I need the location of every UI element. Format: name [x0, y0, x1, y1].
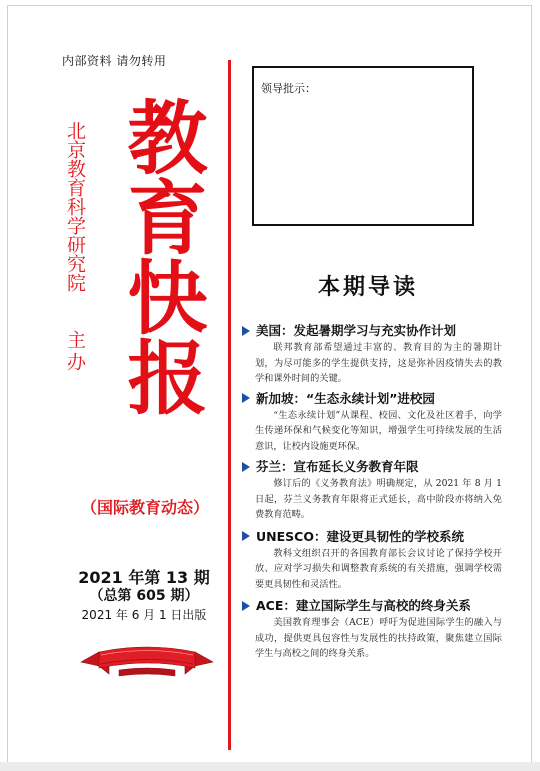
issue-total-number: （总第 605 期） — [89, 588, 199, 604]
column-name: （国际教育动态） — [80, 498, 209, 517]
leader-comment-box — [252, 66, 474, 226]
digest-item-summary: 美国教育理事会（ACE）呼吁为促进国际学生的融入与成功，提供更具包容性与发展性的扶持政策，聚焦建立国际学生与高校之间的终身关系。 — [255, 617, 502, 659]
issue-number: 2021 年第 13 期 — [78, 568, 210, 587]
triangle-bullet-icon — [242, 462, 250, 472]
journal-title: 教育快报 — [114, 96, 207, 416]
triangle-bullet-icon — [242, 393, 250, 403]
digest-item-summary: “生态永续计划”从课程、校园、文化及社区着手，向学生传递环保和气候变化等知识，增强学生可持续发展的生活意识，让校内设施更环保。 — [255, 409, 502, 452]
triangle-bullet-icon — [242, 601, 250, 611]
digest-item-summary: 修订后的《义务教育法》明确规定，从 2021 年 8 月 1 日起，芬兰义务教育年限将正式延长，高中阶段亦将纳入免费教育范畴。 — [255, 478, 502, 520]
ribbon-banner-decoration — [79, 640, 215, 684]
digest-item-heading: ACE：建立国际学生与高校的终身关系 — [256, 598, 471, 613]
digest-item-summary: 教科文组织召开的各国教育部长会议讨论了保持学校开放、应对学习损失和调整教育系统的有关措施，强调学校需要更具韧性和灵活性。 — [255, 547, 502, 590]
digest-title: 本期导读 — [317, 274, 418, 300]
digest-item — [242, 528, 504, 593]
digest-item — [242, 390, 504, 455]
digest-list — [242, 322, 504, 662]
digest-item — [242, 322, 504, 387]
bottom-strip — [0, 762, 540, 771]
issue-date: 2021 年 6 月 1 日出版 — [81, 608, 207, 622]
confidential-label: 内部资料 请勿转用 — [62, 54, 167, 68]
vertical-divider — [228, 60, 231, 750]
digest-item-heading: UNESCO：建设更具韧性的学校系统 — [256, 528, 464, 544]
publisher-name: 北京教育科学研究院 — [64, 121, 86, 292]
digest-item-heading: 新加坡：“生态永续计划”进校园 — [256, 390, 435, 406]
issue-info — [70, 569, 218, 623]
leader-comment-label: 领导批示： — [261, 82, 316, 95]
triangle-bullet-icon — [242, 326, 250, 336]
digest-item — [242, 458, 504, 523]
digest-item — [242, 597, 504, 662]
publisher-host-label: 主办 — [64, 330, 86, 374]
digest-item-heading: 美国：发起暑期学习与充实协作计划 — [256, 323, 457, 338]
digest-item-heading: 芬兰：宣布延长义务教育年限 — [256, 459, 419, 474]
digest-item-summary: 联邦教育部希望通过丰富的、教育目的为主的暑期计划，为尽可能多的学生提供支持，这是弥补因疫情失去的教学和课外时间的关键。 — [255, 342, 502, 384]
triangle-bullet-icon — [242, 531, 250, 541]
